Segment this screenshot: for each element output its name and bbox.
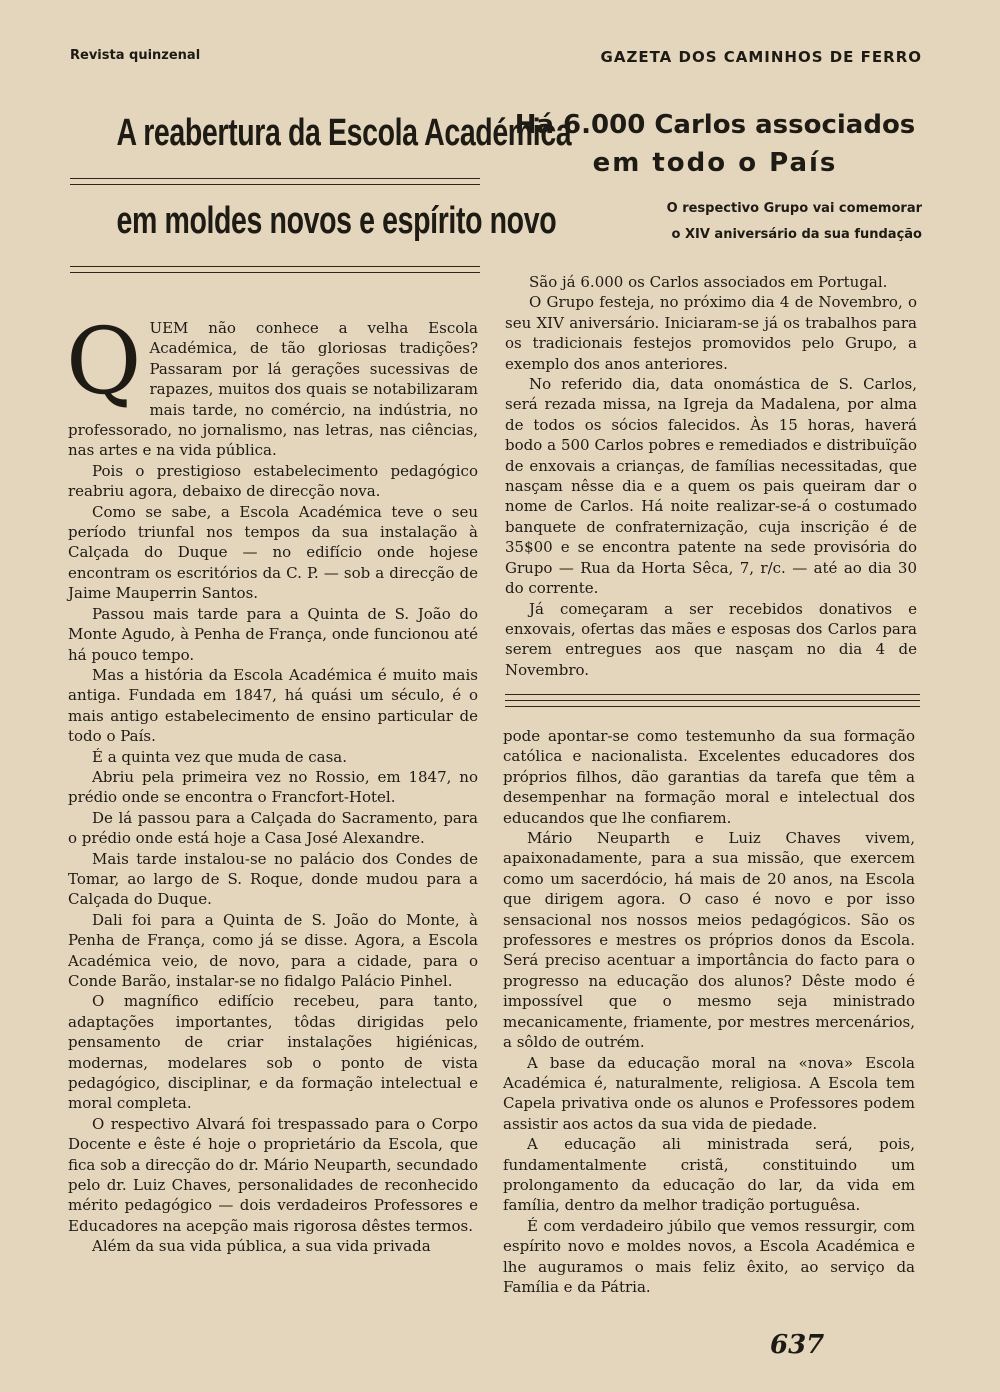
article-paragraph: No referido dia, data onomástica de S. Carlos, será rezada missa, na Igreja da Madalena, por alma de todos os sócios falecidos. Às 15 horas, haverá bodo a 500 Carlos pobres e remediados e distribuïção de enxovais a crianças, de famílias necessitadas, que nasçam nêsse dia e a quem os pais queiram dar o nome de Carlos. Há noite realizar-se-á o costumado banquete de confraternização, cuja inscrição é de 35$00 e se encontra patente na sede provisória do Grupo — Rua da Horta Sêca, 7, r/c. — até ao dia 30 do corrente. [505,375,917,598]
article-paragraph: O Grupo festeja, no próximo dia 4 de Novembro, o seu XIV aniversário. Iniciaram-se já os trabalhos para os tradicionais festejos promovidos pelo Grupo, a exemplo dos anos anteriores. [505,293,917,373]
article-paragraph: A base da educação moral na «nova» Escola Académica é, naturalmente, religiosa. A Escola tem Capela privativa onde os alunos e Professores podem assistir aos actos da sua vida de piedade. [503,1053,915,1133]
running-header-left: Revista quinzenal [70,48,201,63]
article-paragraph: O magnífico edifício recebeu, para tanto, adaptações importantes, tôdas dirigidas pelo pensamento de criar instalações higiénicas, modernas, modelares sob o ponto de vista pedagógico, disciplinar, e da formação intelectual e moral completa. [68,992,478,1113]
right-headline-line2: em todo o País [592,148,838,178]
headline-rule [70,184,480,185]
article-separator [505,700,920,701]
continuation-body [503,726,915,1297]
article-paragraph: pode apontar-se como testemunho da sua formação católica e nacionalista. Excelentes educadores dos próprios filhos, dão garantias da tarefa que têm a desempenhar na formação moral e intelectual dos educandos que lhe confiarem. [503,727,915,827]
article-paragraph: Passou mais tarde para a Quinta de S. João do Monte Agudo, à Penha de França, onde funcionou até há pouco tempo. [68,604,478,664]
article-paragraph: Mais tarde instalou-se no palácio dos Condes de Tomar, ao largo de S. Roque, donde mudou para a Calçada do Duque. [68,849,478,909]
left-headline-line1: A reabertura da Escola Académica [116,112,572,154]
headline-rule [70,272,480,273]
article-paragraph: A educação ali ministrada será, pois, fundamentalmente cristã, constituindo um prolongamento da educação do lar, da vida em família, dentro da melhor tradição portuguêsa. [503,1135,915,1215]
article-paragraph: O respectivo Alvará foi trespassado para o Corpo Docente e êste é hoje o proprietário da Escola, que fica sob a direcção do dr. Mário Neuparth, secundado pelo dr. Luiz Chaves, personalidades de reconhecido mérito pedagógico — dois verdadeiros Professores e Educadores na acepção mais rigorosa dêstes termos. [68,1114,478,1235]
right-article-body [505,272,917,680]
article-separator [505,706,920,707]
right-subhead-line1: O respectivo Grupo vai comemorar [666,201,922,216]
headline-rule [70,178,480,179]
drop-cap: Q [66,308,142,415]
article-paragraph: QUEM não conhece a velha Escola Académica, de tão gloriosas tradições? Passaram por lá gerações sucessivas de rapazes, muitos dos quais se notabilizaram mais tarde, no comércio, na indústria, no professorado, no jornalismo, nas letras, nas ciências, nas artes e na vida pública. [66,308,478,460]
page-number: 637 [770,1330,825,1360]
right-subhead-line2: o XIV aniversário da sua fundação [671,227,922,242]
article-paragraph: Pois o prestigioso estabelecimento pedagógico reabriu agora, debaixo de direcção nova. [68,461,478,501]
article-paragraph: É a quinta vez que muda de casa. [92,747,348,766]
left-article-body [66,308,478,1257]
article-paragraph: Mário Neuparth e Luiz Chaves vivem, apaixonadamente, para a sua missão, que exercem como um sacerdócio, há mais de 20 anos, na Escola que dirigem agora. O caso é novo e por isso sensacional nos nossos meios pedagógicos. São os professores e mestres os próprios donos da Escola. Será preciso acentuar a importância do facto para o progresso na educação dos alunos? Dêste modo é impossível que o mesmo seja ministrado mecanicamente, friamente, por mestres mercenários, a sôldo de outrém. [503,829,915,1052]
article-separator [505,694,920,695]
article-paragraph: Dali foi para a Quinta de S. João do Monte, à Penha de França, como já se disse. Agora, a Escola Académica veio, de novo, para a cidade, para o Conde Barão, instalar-se no fidalgo Palácio Pinhel. [68,910,478,990]
article-paragraph: É com verdadeiro júbilo que vemos ressurgir, com espírito novo e moldes novos, a Escola Académica e lhe auguramos o mais feliz êxito, ao serviço da Família e da Pátria. [503,1216,915,1296]
article-paragraph: Mas a história da Escola Académica é muito mais antiga. Fundada em 1847, há quási um século, é o mais antigo estabelecimento de ensino particular de todo o País. [68,665,478,746]
right-headline-line1: Há 6.000 Carlos associados [514,110,916,140]
article-paragraph: Já começaram a ser recebidos donativos e enxovais, ofertas das mães e esposas dos Carlos para serem entregues aos que nasçam no dia 4 de Novembro. [505,599,917,679]
left-headline-line2: em moldes novos e espírito novo [116,200,557,242]
article-paragraph: Abriu pela primeira vez no Rossio, em 1847, no prédio onde se encontra o Francfort-Hotel. [68,767,478,807]
headline-rule [70,266,480,267]
running-header-right: GAZETA DOS CAMINHOS DE FERRO [600,48,922,66]
article-paragraph: Além da sua vida pública, a sua vida privada [92,1237,431,1256]
article-paragraph: Como se sabe, a Escola Académica teve o seu período triunfal nos tempos da sua instalação à Calçada do Duque — no edifício onde hojese encontram os escritórios da C. P. — sob a direcção de Jaime Mauperrin Santos. [68,502,478,603]
article-paragraph: São já 6.000 os Carlos associados em Portugal. [529,273,888,291]
article-paragraph: De lá passou para a Calçada do Sacramento, para o prédio onde está hoje a Casa José Alexandre. [68,808,478,848]
